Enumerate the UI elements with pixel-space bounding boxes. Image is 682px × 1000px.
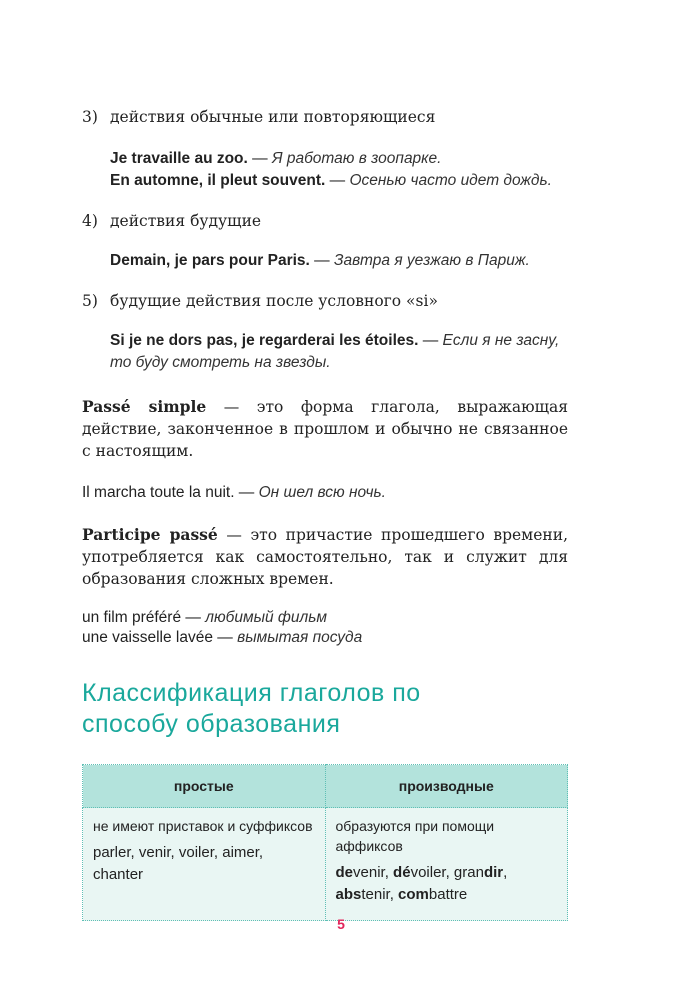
dash: — xyxy=(247,150,272,167)
example-russian: Завтра я уезжаю в Париж. xyxy=(333,252,530,269)
word-part: , xyxy=(503,864,508,881)
example-line xyxy=(82,608,568,628)
definition: — это причастие прошедшего времени, употребляется как самостоятельно, так и служит для образования сложных времен. xyxy=(82,526,568,588)
classification-table xyxy=(82,764,568,921)
example-french: Je travaille au zoo. xyxy=(110,150,248,167)
dash: — xyxy=(181,609,206,626)
definition: — это форма глагола, выражающая действие, законченное в прошлом и обычно не связанное с настоящим. xyxy=(82,398,568,460)
term: Passé simple xyxy=(82,397,207,416)
dash: — xyxy=(418,332,443,349)
example-french: Si je ne dors pas, je regarderai les étoiles. xyxy=(110,332,419,349)
example-french: un film préféré xyxy=(82,609,182,626)
example-line xyxy=(82,482,568,504)
page-content xyxy=(82,100,568,921)
list-item xyxy=(82,290,568,312)
example-french: une vaisselle lavée xyxy=(82,629,213,646)
example-line xyxy=(82,628,568,648)
definition-paragraph xyxy=(82,524,568,590)
word-part: tenir, xyxy=(361,886,399,903)
table-header: простые xyxy=(83,765,326,808)
cell-description: образуются при помощи аффиксов xyxy=(335,818,495,854)
example-russian: Если я не засну, то буду смотреть на звезды. xyxy=(110,332,560,371)
page-number: 5 xyxy=(337,916,345,932)
prefix: de xyxy=(335,864,354,881)
item-number: 4) xyxy=(82,212,98,230)
cell-description: не имеют приставок и суффиксов xyxy=(93,818,313,834)
table-cell xyxy=(325,808,568,921)
dash: — xyxy=(212,629,238,646)
item-text: будущие действия после условного «si» xyxy=(110,292,438,310)
example-line xyxy=(110,250,568,272)
example-french: En automne, il pleut souvent. xyxy=(110,172,326,189)
item-text: действия обычные или повторяющиеся xyxy=(110,108,436,126)
word-part: voiler, gran xyxy=(410,864,484,881)
example-line xyxy=(110,148,568,170)
section-title: Классификация глаголов по способу образования xyxy=(82,679,421,738)
example-line xyxy=(110,330,568,374)
definition-paragraph xyxy=(82,396,568,462)
suffix: dir xyxy=(483,864,504,881)
cell-words xyxy=(336,862,558,906)
table-cell xyxy=(83,808,326,921)
example-russian: Я работаю в зоопарке. xyxy=(271,150,442,167)
example-french: Demain, je pars pour Paris. xyxy=(110,252,310,269)
word-part: battre xyxy=(428,886,468,903)
example-line xyxy=(110,170,568,192)
dash: — xyxy=(325,172,350,189)
dash: — xyxy=(309,252,334,269)
example-russian: вымытая посуда xyxy=(237,629,363,646)
list-item xyxy=(82,106,568,128)
cell-words: parler, venir, voiler, aimer, chanter xyxy=(93,844,264,883)
example-french: Il marcha toute la nuit. xyxy=(82,484,235,501)
table-header: производные xyxy=(325,765,568,808)
prefix: com xyxy=(398,886,429,903)
item-number: 3) xyxy=(82,108,98,126)
example-russian: Он шел всю ночь. xyxy=(258,484,386,501)
example-russian: Осенью часто идет дождь. xyxy=(349,172,552,189)
item-number: 5) xyxy=(82,292,98,310)
example-russian: любимый фильм xyxy=(205,609,327,626)
dash: — xyxy=(234,484,259,501)
term: Participe passé xyxy=(82,525,218,544)
word-part: venir, xyxy=(353,864,394,881)
prefix: dé xyxy=(393,864,411,881)
list-item xyxy=(82,210,568,232)
prefix: abs xyxy=(335,886,362,903)
item-text: действия будущие xyxy=(110,212,262,230)
